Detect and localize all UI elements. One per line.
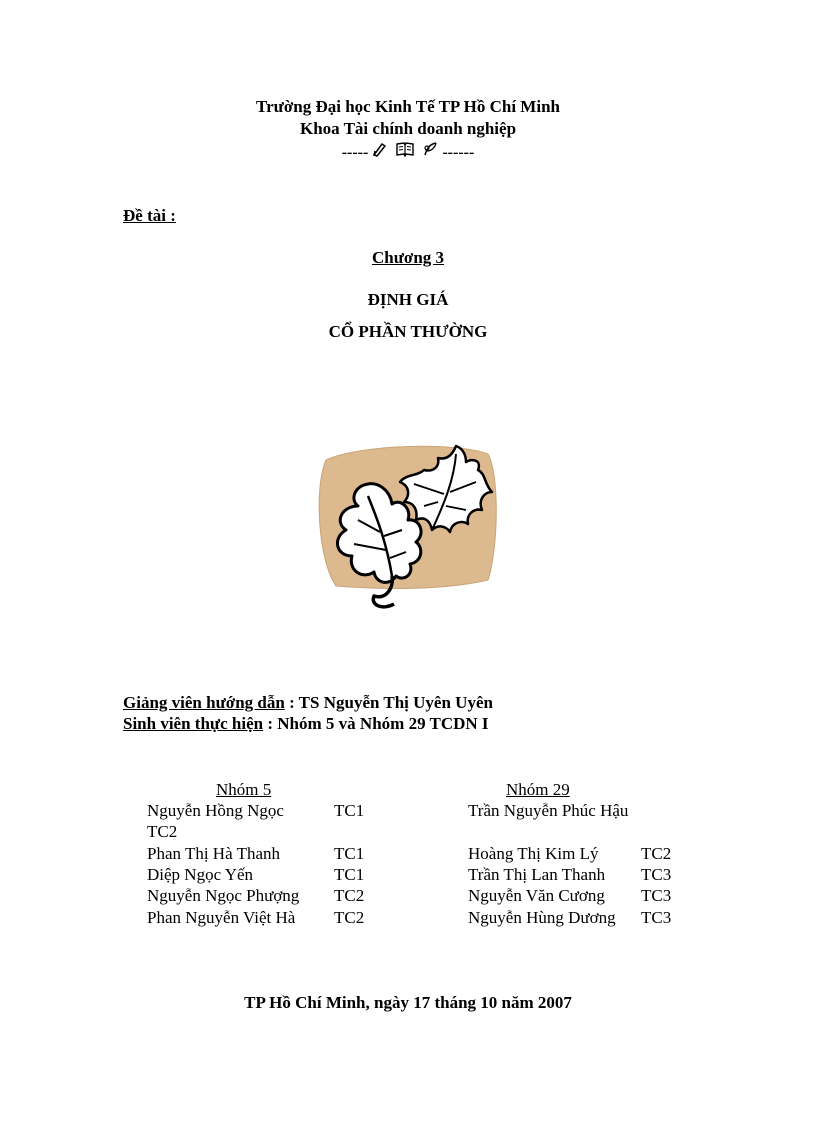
- group5-member-class: TC1: [334, 844, 365, 863]
- group29-member-name: Nguyễn Hùng Dương: [468, 908, 616, 927]
- supervisor-line: [123, 693, 493, 713]
- group5-member-name: TC2: [147, 822, 178, 841]
- group5-member-class: TC2: [334, 886, 365, 905]
- group29-member-name: Hoàng Thị Kim Lý: [468, 844, 599, 863]
- pen-icon: [372, 141, 388, 162]
- group29-member-name: Nguyễn Văn Cương: [468, 886, 605, 905]
- book-icon: [396, 141, 414, 162]
- autumn-leaves-clipart: [306, 440, 506, 610]
- date-line: TP Hồ Chí Minh, ngày 17 tháng 10 năm 2007: [244, 993, 572, 1012]
- ornament-left-dashes: -----: [341, 144, 369, 161]
- group29-member-class: TC3: [641, 865, 672, 884]
- faculty-name: Khoa Tài chính doanh nghiệp: [299, 119, 517, 138]
- quill-icon: [422, 141, 438, 162]
- chapter-heading: [0, 248, 816, 268]
- group5-member-name: Phan Nguyễn Việt Hà: [147, 908, 296, 927]
- group29-member-name: Trần Thị Lan Thanh: [468, 865, 606, 884]
- students-label: Sinh viên thực hiện: [123, 714, 264, 733]
- group5-member-name: Nguyễn Hồng Ngọc: [147, 801, 284, 820]
- supervisor-label: Giảng viên hướng dẫn: [123, 693, 285, 712]
- header-ornament: [0, 141, 816, 162]
- title-line-1: ĐỊNH GIÁ: [367, 290, 449, 309]
- group5-member-name: Diệp Ngọc Yến: [147, 865, 254, 884]
- university-name: Trường Đại học Kinh Tế TP Hồ Chí Minh: [256, 97, 560, 116]
- group29-heading: Nhóm 29: [506, 780, 570, 799]
- group5-heading: Nhóm 5: [216, 780, 272, 799]
- group29-member-name: Trần Nguyễn Phúc Hậu: [468, 801, 629, 820]
- group5-member-class: TC2: [334, 908, 365, 927]
- group5-member-class: TC1: [334, 865, 365, 884]
- group5-member-name: Nguyễn Ngọc Phượng: [147, 886, 300, 905]
- ornament-right-dashes: ------: [442, 144, 475, 161]
- supervisor-name: TS Nguyễn Thị Uyên Uyên: [298, 693, 493, 712]
- group29-member-class: TC2: [641, 844, 672, 863]
- group5-member-name: Phan Thị Hà Thanh: [147, 844, 280, 863]
- group29-member-class: TC3: [641, 908, 672, 927]
- topic-label: Đề tài :: [123, 206, 176, 225]
- students-value: Nhóm 5 và Nhóm 29 TCDN I: [277, 714, 489, 733]
- chapter-text: Chương 3: [371, 248, 445, 267]
- students-separator: :: [263, 714, 278, 733]
- group29-member-class: TC3: [641, 886, 672, 905]
- students-line: [123, 714, 489, 734]
- supervisor-separator: :: [284, 693, 299, 712]
- title-line-2: CỔ PHẦN THƯỜNG: [328, 322, 488, 341]
- group5-member-class: TC1: [334, 801, 365, 820]
